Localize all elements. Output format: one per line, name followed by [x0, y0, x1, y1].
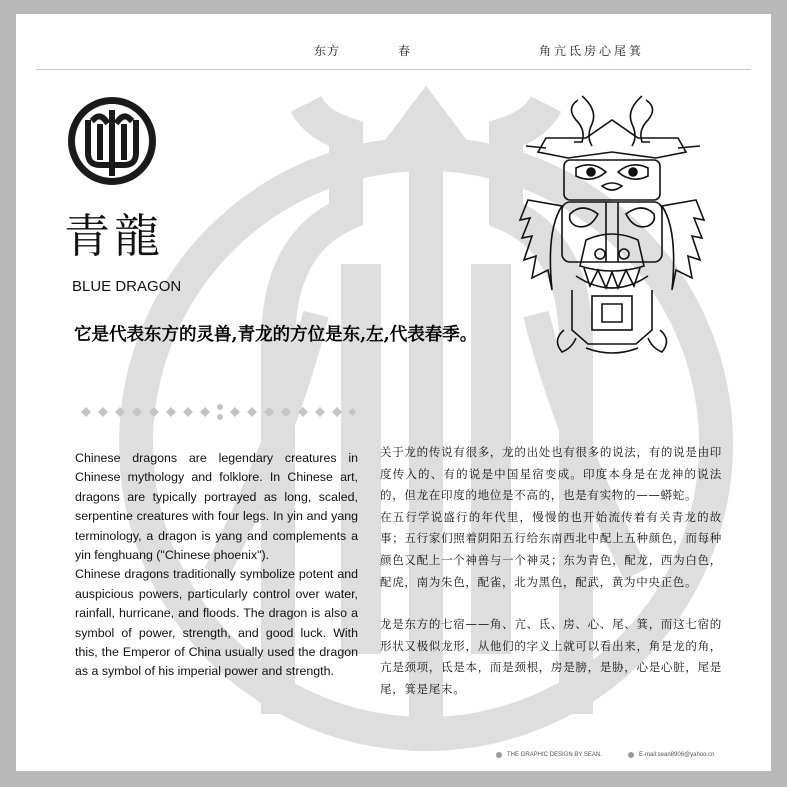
dragon-mask-illustration [506, 90, 721, 360]
diamond-divider-icon [76, 402, 356, 422]
header-mansions-label: 角亢氐房心尾箕 [539, 44, 645, 58]
dragon-emblem-icon [66, 95, 158, 187]
footer-email-text: E-mail:sean8906@yahoo.cn [639, 752, 715, 758]
english-body-text [75, 449, 358, 682]
footer-email [628, 752, 714, 758]
english-paragraph: Chinese dragons traditionally symbolize potent and auspicious powers, particularly control over water, rainfall, hurricane, and floods. The dragon is also a symbol of power, strength, and good luck. With this, the Emperor of China usually used the dragon as a symbol of his imperial power and strength. [75, 567, 358, 679]
chinese-paragraph: 在五行学说盛行的年代里，慢慢的也开始流传着有关青龙的故事；五行家们照着阴阳五行给东南西北中配上五种颜色，而每种颜色又配上一个神兽与一个神灵；东为青色，配龙，西为白色，配虎，南为朱色，配雀，北为黑色，配武，黄为中央正色。 [380, 509, 722, 589]
bullet-dot-icon [496, 752, 502, 758]
header-divider [36, 69, 751, 70]
poster-page [16, 14, 771, 771]
footer-credit [496, 752, 602, 758]
footer-credit-text: THE GRAPHIC DESIGN BY SEAN. [507, 752, 602, 758]
chinese-body-text [380, 442, 722, 701]
chinese-paragraph: 龙是东方的七宿——角、亢、氐、房、心、尾、箕，而这七宿的形状又极似龙形，从他们的字义上就可以看出来，角是龙的角，亢是颈项，氐是本，而是颈根，房是膀，是胁，心是心脏，尾是尾，箕是尾末。 [380, 617, 722, 696]
english-paragraph: Chinese dragons are legendary creatures in Chinese mythology and folklore. In Chinese art, dragons are typically portrayed as long, scaled, serpentine creatures with four legs. In yin and yang terminology, a dragon is yang and complements a yin fenghuang ("Chinese phoenix"). [75, 451, 358, 563]
header-east-label: 东方 [314, 44, 341, 58]
chinese-paragraph: 关于龙的传说有很多，龙的出处也有很多的说法，有的说是由印度传入的、有的说是中国星宿变成。印度本身是在龙神的说法的，但龙在印度的地位是不高的，也是有实物的——蟒蛇。 [380, 445, 722, 503]
header-spring-label: 春 [398, 44, 412, 58]
title-chinese: 青龍 [64, 209, 164, 263]
title-english: BLUE DRAGON [72, 278, 182, 295]
tagline: 它是代表东方的灵兽,青龙的方位是东,左,代表春季。 [74, 325, 478, 345]
bullet-dot-icon [628, 752, 634, 758]
